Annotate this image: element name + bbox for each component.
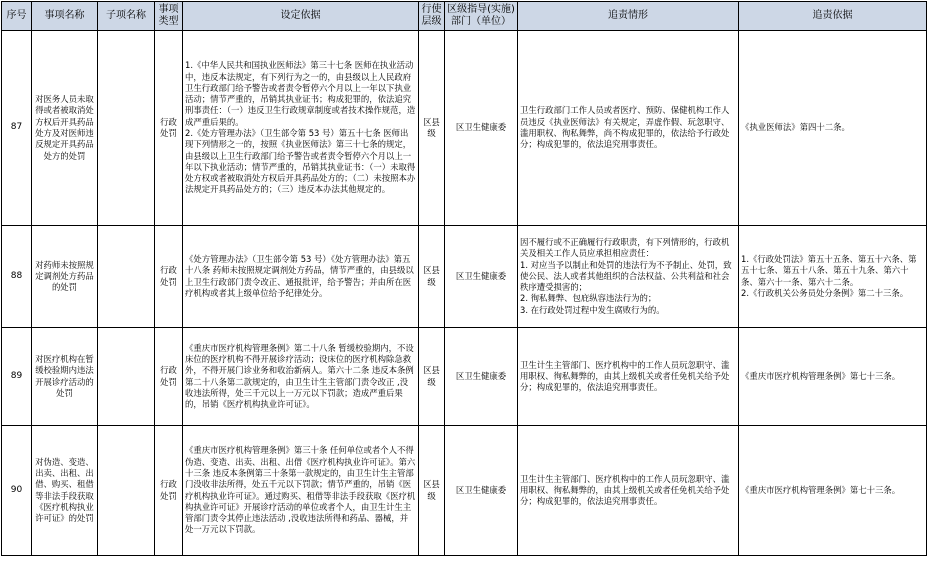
cell-seq: 90 bbox=[2, 426, 32, 556]
cell-liability bbox=[518, 426, 739, 556]
cell-dept: 区卫生健康委 bbox=[445, 328, 518, 426]
liability-paragraph: 3. 在行政处罚过程中发生腐败行为的。 bbox=[520, 304, 665, 315]
cell-seq: 87 bbox=[2, 31, 32, 226]
liability-paragraph: 卫生计生主管部门、医疗机构中的工作人员玩忽职守、滥用职权、徇私舞弊的，由其上级机关或者任免机关给予处分；构成犯罪的，依法追究刑事责任。 bbox=[520, 359, 730, 393]
header-liability: 追责情形 bbox=[518, 2, 739, 31]
cell-subitem bbox=[98, 426, 155, 556]
table-row bbox=[2, 226, 927, 328]
table-row bbox=[2, 328, 927, 426]
cell-seq: 88 bbox=[2, 226, 32, 328]
basis-paragraph: 《重庆市医疗机构管理条例》第二十八条 暂缓校验期内，不设床位的医疗机构不得开展诊疗活动；设床位的医疗机构除急救外，不得开展门诊业务和收治新病人。第六十二条 违反本条例第二十八条第二款规定的，由卫生计生主管部门责令改正 ,没收违法所得，处三千元以上一万元以下罚款；造成严重后果的，吊销《医疗机构执业许可证》。 bbox=[185, 342, 414, 410]
cell-item: 对医疗机构在暂缓校验期内违法开展诊疗活动的处罚 bbox=[32, 328, 98, 426]
basis-paragraph: 《处方管理办法》（卫生部令第 53 号）《处方管理办法》第五十八条 药师未按照规定调剂处方药品，情节严重的，由县级以上卫生行政部门责令改正、通报批评，给予警告；并由所在医疗机构或者其上级单位给予纪律处分。 bbox=[185, 253, 414, 298]
cell-type: 行政处罚 bbox=[155, 426, 183, 556]
cell-liability bbox=[518, 31, 739, 226]
cell-subitem bbox=[98, 226, 155, 328]
cell-subitem bbox=[98, 31, 155, 226]
header-item: 事项名称 bbox=[32, 2, 98, 31]
header-seq: 序号 bbox=[2, 2, 32, 31]
cell-dept: 区卫生健康委 bbox=[445, 31, 518, 226]
header-dept: 区级指导(实施)部门（单位） bbox=[445, 2, 518, 31]
cell-liability-basis bbox=[739, 31, 927, 226]
header-type: 事项类型 bbox=[155, 2, 183, 31]
cell-liability-basis bbox=[739, 328, 927, 426]
cell-basis bbox=[183, 226, 419, 328]
basis-paragraph: 《重庆市医疗机构管理条例》第三十条 任何单位或者个人不得伪造、变造、出卖、出租、出借《医疗机构执业许可证》。第六十三条 违反本条例第三十条第一款规定的，由卫生计生主管部门没收非法所得，处五千元以下罚款；情节严重的，吊销《医疗机构执业许可证》。通过购买、租借等非法手段获取《医疗机构执业许可证》开展诊疗活动的单位或者个人，由卫生计生主管部门责令其停止违法活动 ,没收违法所得和药品、器械，并处一万元以下罚款。 bbox=[185, 445, 416, 535]
cell-level: 区县级 bbox=[419, 226, 445, 328]
table-row bbox=[2, 31, 927, 226]
cell-item: 对药师未按照规定调剂处方药品的处罚 bbox=[32, 226, 98, 328]
cell-liability-basis bbox=[739, 226, 927, 328]
header-liability-basis: 追责依据 bbox=[739, 2, 927, 31]
responsibility-table bbox=[1, 1, 927, 556]
cell-subitem bbox=[98, 328, 155, 426]
cell-basis bbox=[183, 328, 419, 426]
cell-item: 对医务人员未取得或者被取消处方权后开具药品处方及对医师违反规定开具药品处方的处罚 bbox=[32, 31, 98, 226]
liability-paragraph: 因不履行或不正确履行行政职责，有下列情形的，行政机关及相关工作人员应承担相应责任： bbox=[520, 236, 730, 259]
cell-type: 行政处罚 bbox=[155, 31, 183, 226]
header-basis: 设定依据 bbox=[183, 2, 419, 31]
cell-liability bbox=[518, 226, 739, 328]
cell-basis bbox=[183, 31, 419, 226]
basis-paragraph: 2.《处方管理办法》（卫生部令第 53 号）第五十七条 医师出现下列情形之一的，按照《执业医师法》第三十七条的规定，由县级以上卫生行政部门给予警告或者责令暂停六个月以上一年以下执业活动；情节严重的，吊销其执业证书：（一）未取得处方权或者被取消处方权后开具药品处方的；（二）未按照本办法规定开具药品处方的；（三）违反本办法其他规定的。 bbox=[185, 128, 416, 195]
cell-liability-basis bbox=[739, 426, 927, 556]
liability-paragraph: 1. 对应当予以制止和处罚的违法行为不予制止、处罚，致使公民、法人或者其他组织的合法权益、公共利益和社会秩序遭受损害的； bbox=[520, 259, 732, 293]
liability-basis-paragraph: 《执业医师法》第四十二条。 bbox=[741, 122, 850, 133]
header-level: 行使层级 bbox=[419, 2, 445, 31]
cell-seq: 89 bbox=[2, 328, 32, 426]
liability-paragraph: 2. 徇私舞弊、包庇纵容违法行为的； bbox=[520, 293, 657, 304]
cell-type: 行政处罚 bbox=[155, 328, 183, 426]
basis-paragraph: 1.《中华人民共和国执业医师法》第三十七条 医师在执业活动中，违反本法规定，有下列行为之一的，由县级以上人民政府卫生行政部门给予警告或者责令暂停六个月以上一年以下执业活动；情节严重的，吊销其执业证书；构成犯罪的，依法追究刑事责任：（一）违反卫生行政规章制度或者技术操作规范，造成严重后果的。 bbox=[185, 60, 416, 127]
liability-basis-paragraph: 2.《行政机关公务员处分条例》第二十三条。 bbox=[741, 287, 909, 298]
cell-level: 区县级 bbox=[419, 426, 445, 556]
cell-dept: 区卫生健康委 bbox=[445, 426, 518, 556]
cell-level: 区县级 bbox=[419, 31, 445, 226]
liability-paragraph: 卫生行政部门工作人员或者医疗、预防、保健机构工作人员违反《执业医师法》有关规定，弄虚作假、玩忽职守、滥用职权、徇私舞弊，尚不构成犯罪的，依法给予行政处分；构成犯罪的，依法追究刑事责任。 bbox=[520, 105, 730, 150]
cell-basis bbox=[183, 426, 419, 556]
cell-level: 区县级 bbox=[419, 328, 445, 426]
cell-dept: 区卫生健康委 bbox=[445, 226, 518, 328]
header-row bbox=[2, 2, 927, 31]
table-row bbox=[2, 426, 927, 556]
cell-liability bbox=[518, 328, 739, 426]
header-subitem: 子项名称 bbox=[98, 2, 155, 31]
cell-type: 行政处罚 bbox=[155, 226, 183, 328]
cell-item: 对伪造、变造、出卖、出租、出借、购买、租借等非法手段获取《医疗机构执业许可证》的处罚 bbox=[32, 426, 98, 556]
liability-basis-paragraph: 1.《行政处罚法》第五十五条、第五十六条、第五十七条、第五十八条、第五十九条、第六十条、第六十一条、第六十二条。 bbox=[741, 253, 917, 287]
liability-basis-paragraph: 《重庆市医疗机构管理条例》第七十三条。 bbox=[741, 484, 901, 495]
liability-basis-paragraph: 《重庆市医疗机构管理条例》第七十三条。 bbox=[741, 370, 901, 381]
liability-paragraph: 卫生计生主管部门、医疗机构中的工作人员玩忽职守、滥用职权、徇私舞弊的，由其上级机关或者任免机关给予处分；构成犯罪的，依法追究刑事责任。 bbox=[520, 473, 730, 507]
